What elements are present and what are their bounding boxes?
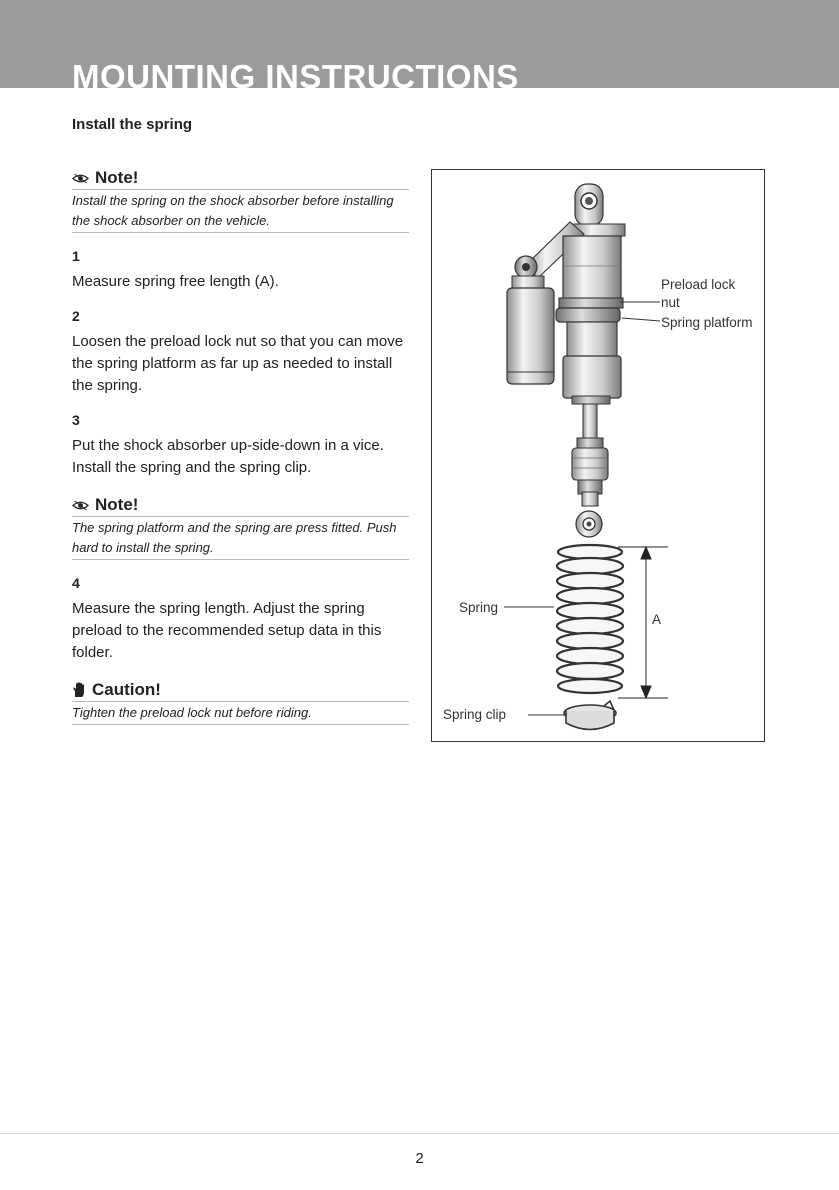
eye-icon [72, 500, 89, 511]
step-text: Measure the spring length. Adjust the spring preload to the recommended setup data in this folder. [72, 600, 382, 661]
top-eye-mount [573, 184, 625, 236]
spring-platform [556, 308, 620, 322]
note-text: The spring platform and the spring are press fitted. Push hard to install the spring. [72, 517, 409, 560]
shock-absorber-figure [431, 169, 765, 742]
section-subtitle: Install the spring [72, 116, 193, 133]
page-title: MOUNTING INSTRUCTIONS [72, 58, 519, 88]
note-callout [72, 495, 409, 560]
label-spring-clip: Spring clip [443, 707, 507, 722]
label-spring: Spring [459, 600, 499, 615]
hand-icon [72, 682, 86, 698]
label-preload-lock-nut-cont: nut [661, 295, 680, 310]
step-text: Loosen the preload lock nut so that you can move the spring platform as far up as needed to install the spring. [72, 333, 404, 394]
step-number: 2 [72, 308, 80, 324]
step-number: 3 [72, 412, 80, 428]
step-text: Measure spring free length (A). [72, 273, 279, 290]
header-band [0, 0, 839, 88]
shock-absorber-illustration [432, 170, 764, 741]
note-callout [72, 168, 409, 233]
page-number: 2 [415, 1150, 424, 1167]
piston-rod [572, 404, 608, 506]
note-text: Install the spring on the shock absorber before installing the shock absorber on the vehicle. [72, 190, 409, 233]
step-text: Put the shock absorber up-side-down in a vice. Install the spring and the spring clip. [72, 437, 384, 476]
caution-callout [72, 680, 409, 725]
spring [557, 545, 623, 693]
footer-divider [0, 1133, 839, 1134]
note-heading [72, 495, 409, 517]
step-number: 1 [72, 248, 80, 264]
main-body [556, 236, 623, 404]
instructions-column [72, 168, 409, 725]
spring-clip [564, 701, 616, 730]
preload-lock-nut [559, 298, 623, 308]
note-heading-label: Note! [95, 495, 139, 514]
note-heading [72, 168, 409, 190]
label-spring-platform: Spring platform [661, 315, 753, 330]
note-heading-label: Note! [95, 168, 139, 187]
label-dimension-a: A [652, 612, 662, 627]
eye-icon [72, 173, 89, 184]
caution-text: Tighten the preload lock nut before riding. [72, 702, 409, 725]
caution-heading-label: Caution! [92, 680, 161, 699]
bottom-eye-mount [576, 511, 602, 537]
caution-heading [72, 680, 409, 702]
step-number: 4 [72, 575, 80, 591]
label-preload-lock-nut: Preload lock [661, 277, 736, 292]
